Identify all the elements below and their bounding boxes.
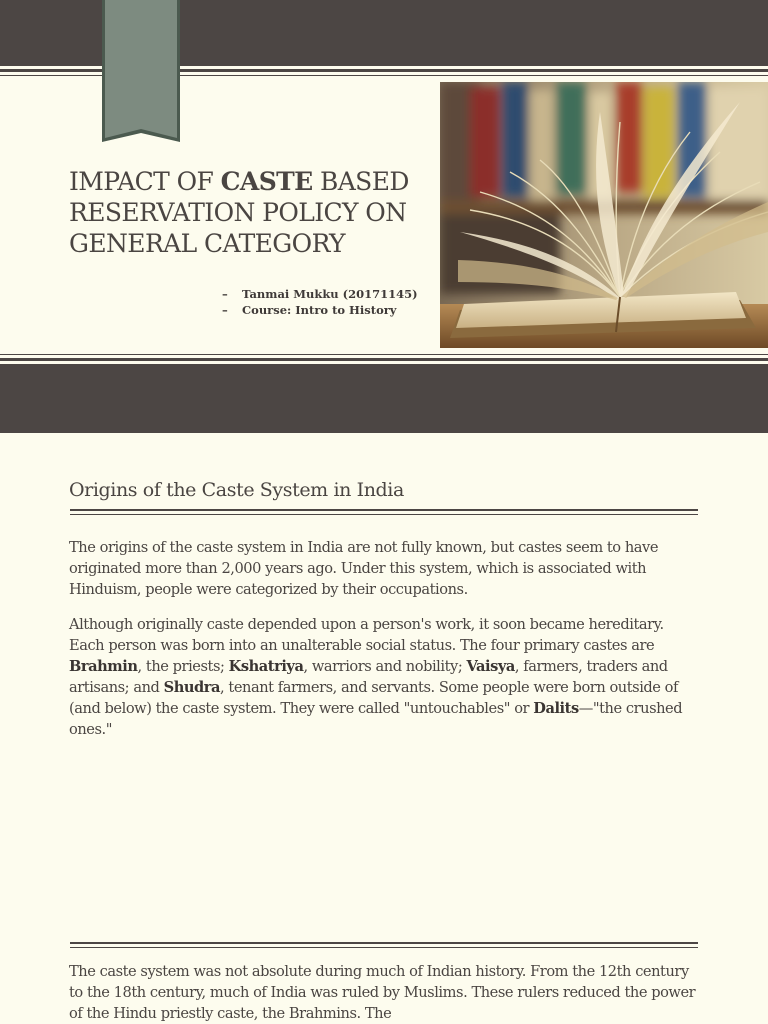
caste-vaisya: Vaisya [466, 658, 515, 675]
bottom-band [0, 364, 768, 433]
paragraph-history: The caste system was not absolute during much of Indian history. From the 12th century to the 18th century, much of India was ruled by Muslims. These rulers reduced the power of the Hindu priestly caste, the Brahmins. The [69, 963, 696, 1022]
paragraph-origins: The origins of the caste system in India are not fully known, but castes seem to have originated more than 2,000 years ago. Under this system, which is associated with Hinduism, people were categorized by their occupations. [69, 539, 659, 598]
caste-dalits: Dalits [533, 700, 579, 717]
slide-title: IMPACT OF CASTE BASED RESERVATION POLICY ON GENERAL CATEGORY [69, 167, 409, 258]
bottom-rule-thick [0, 358, 768, 361]
divider-rule-thick [70, 942, 698, 944]
title-slide [0, 0, 768, 433]
paragraph-castes: Although originally caste depended upon a person's work, it soon became hereditary. Each person was born into an unalterable social status. The four primary castes are Brahmin, the priests; Kshatriya, warriors and nobility; Vaisya, farmers, traders and artisans; and Shudra, tenant farmers, and servants. Some people were born outside of (and below) the caste system. They were called "untouchables" or Dalits—"the crushed ones." [69, 616, 683, 738]
author-line: – Tanmai Mukku (20171145) [222, 287, 418, 301]
open-book-photo [440, 82, 768, 348]
content-slide [0, 433, 768, 1024]
bottom-rule-thin [0, 354, 768, 355]
divider-rule-thin [70, 947, 698, 948]
heading-rule-thin [70, 514, 698, 515]
heading-rule-thick [70, 509, 698, 511]
caste-brahmin: Brahmin [69, 658, 138, 675]
author-course-list [222, 286, 418, 318]
bookmark-ribbon [102, 0, 180, 142]
section-heading: Origins of the Caste System in India [69, 479, 404, 501]
caste-shudra: Shudra [163, 679, 221, 696]
course-line: – Course: Intro to History [222, 303, 397, 317]
caste-kshatriya: Kshatriya [228, 658, 304, 675]
